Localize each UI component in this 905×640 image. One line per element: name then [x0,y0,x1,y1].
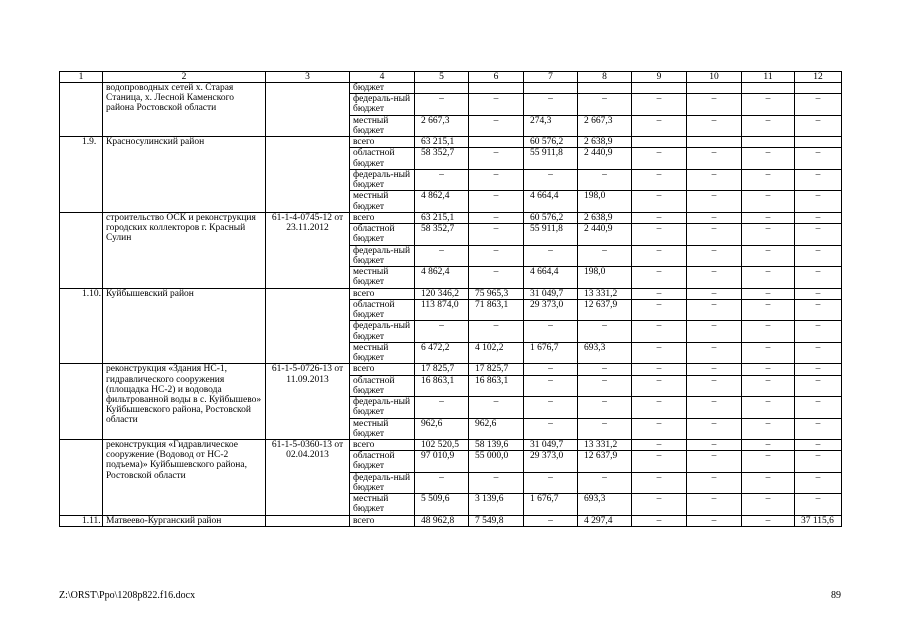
row-number: 1.10. [60,288,103,364]
amount-cell: 274,3 [524,115,578,137]
amount-cell: – [415,245,469,267]
amount-cell: 7 549,8 [469,515,524,526]
funding-source: всего [350,440,415,451]
amount-cell: – [469,245,524,267]
funding-source: всего [350,212,415,223]
expertise-reference [266,515,350,526]
funding-source: федераль-ный бюджет [350,321,415,343]
amount-cell: 75 965,3 [469,288,524,299]
amount-cell: – [632,115,687,137]
column-header: 10 [687,72,742,83]
amount-cell [632,83,687,94]
amount-cell: – [578,397,632,419]
amount-cell: 4 297,4 [578,515,632,526]
amount-cell: – [742,418,795,440]
amount-cell: – [795,191,842,213]
table-row [60,515,842,526]
amount-cell: – [524,245,578,267]
funding-source: областной бюджет [350,148,415,170]
funding-source: федераль-ный бюджет [350,245,415,267]
amount-cell: 962,6 [469,418,524,440]
column-header: 1 [60,72,103,83]
amount-cell: – [632,451,687,473]
funding-source: местный бюджет [350,115,415,137]
column-header: 11 [742,72,795,83]
expertise-reference [266,83,350,137]
amount-cell: 29 373,0 [524,299,578,321]
amount-cell: 4 664,4 [524,191,578,213]
table-row [60,137,842,148]
amount-cell: – [524,364,578,375]
amount-cell [578,83,632,94]
amount-cell: 198,0 [578,191,632,213]
amount-cell: 37 115,6 [795,515,842,526]
amount-cell: – [524,472,578,494]
amount-cell: – [687,267,742,289]
amount-cell: – [795,472,842,494]
amount-cell: – [795,494,842,516]
amount-cell: 63 215,1 [415,212,469,223]
amount-cell: – [795,245,842,267]
amount-cell: – [578,321,632,343]
amount-cell: – [632,418,687,440]
funding-source: местный бюджет [350,191,415,213]
amount-cell: – [415,472,469,494]
amount-cell: 55 000,0 [469,451,524,473]
funding-source: федераль-ный бюджет [350,169,415,191]
amount-cell: 16 863,1 [415,375,469,397]
amount-cell: 2 638,9 [578,212,632,223]
amount-cell [795,137,842,148]
amount-cell: – [632,515,687,526]
amount-cell: 13 331,2 [578,288,632,299]
amount-cell: – [687,440,742,451]
amount-cell: 2 667,3 [415,115,469,137]
amount-cell: – [742,94,795,116]
amount-cell: – [742,472,795,494]
amount-cell: 12 637,9 [578,299,632,321]
amount-cell: – [687,494,742,516]
funding-source: местный бюджет [350,267,415,289]
amount-cell: – [795,299,842,321]
funding-source: областной бюджет [350,375,415,397]
amount-cell: – [632,342,687,364]
amount-cell: – [742,212,795,223]
amount-cell: – [742,288,795,299]
amount-cell: – [632,224,687,246]
object-name: водопроводных сетей х. Старая Станица, х. Лесной Каменского района Ростовской области [103,83,266,137]
amount-cell: – [578,364,632,375]
amount-cell: 31 049,7 [524,440,578,451]
amount-cell: – [632,321,687,343]
amount-cell: – [632,288,687,299]
amount-cell: – [687,224,742,246]
amount-cell: 693,3 [578,494,632,516]
amount-cell: – [687,342,742,364]
funding-source: федераль-ный бюджет [350,397,415,419]
amount-cell: – [578,418,632,440]
column-header: 4 [350,72,415,83]
amount-cell: – [469,94,524,116]
amount-cell: – [742,375,795,397]
column-header: 6 [469,72,524,83]
amount-cell: – [524,321,578,343]
amount-cell: – [742,342,795,364]
table-row [60,364,842,375]
object-name: строительство ОСК и реконструкция городских коллекторов г. Красный Сулин [103,212,266,288]
amount-cell: – [632,299,687,321]
amount-cell: – [469,397,524,419]
amount-cell: 48 962,8 [415,515,469,526]
amount-cell: 16 863,1 [469,375,524,397]
amount-cell: 1 676,7 [524,342,578,364]
amount-cell: – [632,169,687,191]
amount-cell: – [524,418,578,440]
amount-cell: – [795,169,842,191]
amount-cell: – [524,94,578,116]
amount-cell: – [469,115,524,137]
amount-cell: – [742,148,795,170]
amount-cell: – [795,148,842,170]
amount-cell: – [632,191,687,213]
amount-cell: 4 664,4 [524,267,578,289]
amount-cell: – [632,472,687,494]
object-name: Матвеево-Курганский район [103,515,266,526]
amount-cell: 4 862,4 [415,191,469,213]
amount-cell: 2 667,3 [578,115,632,137]
amount-cell: – [415,94,469,116]
amount-cell: 17 825,7 [469,364,524,375]
amount-cell: – [578,375,632,397]
expertise-reference [266,288,350,364]
funding-source: местный бюджет [350,494,415,516]
column-header: 2 [103,72,266,83]
amount-cell [742,83,795,94]
amount-cell: – [632,375,687,397]
amount-cell: – [795,364,842,375]
object-name: Куйбышевский район [103,288,266,364]
page-number: 89 [831,590,841,601]
amount-cell: – [415,397,469,419]
amount-cell: 12 637,9 [578,451,632,473]
amount-cell: – [742,224,795,246]
amount-cell: – [578,169,632,191]
amount-cell: 962,6 [415,418,469,440]
funding-source: местный бюджет [350,418,415,440]
amount-cell: – [578,245,632,267]
amount-cell [795,83,842,94]
amount-cell: – [742,267,795,289]
amount-cell: – [795,342,842,364]
amount-cell: 13 331,2 [578,440,632,451]
amount-cell: 2 440,9 [578,224,632,246]
amount-cell: 3 139,6 [469,494,524,516]
amount-cell: – [524,397,578,419]
column-header: 9 [632,72,687,83]
amount-cell: – [469,191,524,213]
amount-cell: – [632,494,687,516]
column-header: 12 [795,72,842,83]
amount-cell: – [795,397,842,419]
amount-cell: – [795,440,842,451]
row-number [60,364,103,440]
table-row [60,83,842,94]
amount-cell [469,83,524,94]
amount-cell: – [578,472,632,494]
amount-cell: – [687,169,742,191]
amount-cell: 58 139,6 [469,440,524,451]
amount-cell: – [687,375,742,397]
amount-cell: – [469,472,524,494]
amount-cell: 120 346,2 [415,288,469,299]
amount-cell: – [687,245,742,267]
amount-cell: 60 576,2 [524,212,578,223]
amount-cell: 198,0 [578,267,632,289]
amount-cell: 2 440,9 [578,148,632,170]
amount-cell: 4 862,4 [415,267,469,289]
amount-cell: – [578,94,632,116]
amount-cell: – [795,94,842,116]
funding-source: местный бюджет [350,342,415,364]
amount-cell: – [687,299,742,321]
amount-cell: 97 010,9 [415,451,469,473]
amount-cell: – [742,115,795,137]
amount-cell: – [742,494,795,516]
budget-table [59,71,842,527]
amount-cell: – [524,515,578,526]
amount-cell: 17 825,7 [415,364,469,375]
funding-source: федераль-ный бюджет [350,472,415,494]
amount-cell: – [687,451,742,473]
amount-cell: – [415,321,469,343]
amount-cell: 63 215,1 [415,137,469,148]
amount-cell: – [687,472,742,494]
amount-cell: – [632,94,687,116]
expertise-reference: 61-1-5-0726-13 от 11.09.2013 [266,364,350,440]
funding-source: бюджет [350,83,415,94]
amount-cell: – [795,288,842,299]
footer-file-path: Z:\ORST\Ppo\1208p822.f16.docx [59,590,196,601]
amount-cell: – [687,321,742,343]
row-number [60,212,103,288]
amount-cell: – [742,515,795,526]
amount-cell: – [415,169,469,191]
amount-cell: 113 874,0 [415,299,469,321]
expertise-reference: 61-1-5-0360-13 от 02.04.2013 [266,440,350,516]
amount-cell: – [632,267,687,289]
amount-cell: – [687,94,742,116]
amount-cell: – [687,191,742,213]
amount-cell: – [632,440,687,451]
amount-cell: 60 576,2 [524,137,578,148]
row-number: 1.9. [60,137,103,213]
column-header: 3 [266,72,350,83]
amount-cell: 4 102,2 [469,342,524,364]
amount-cell: – [795,321,842,343]
amount-cell: – [524,169,578,191]
amount-cell: 1 676,7 [524,494,578,516]
amount-cell: 58 352,7 [415,148,469,170]
column-header: 7 [524,72,578,83]
object-name: реконструкция «Здания НС-1, гидравлического сооружения (площадка НС-2) и водовода фильтрованной воды в с. Куйбышево» Куйбышевского района, Ростовской области [103,364,266,440]
amount-cell: – [687,364,742,375]
funding-source: федераль-ный бюджет [350,94,415,116]
amount-cell: – [742,364,795,375]
funding-source: областной бюджет [350,299,415,321]
amount-cell [632,137,687,148]
amount-cell: – [687,212,742,223]
amount-cell: – [687,288,742,299]
amount-cell: – [795,267,842,289]
amount-cell: 5 509,6 [415,494,469,516]
amount-cell: – [742,191,795,213]
funding-source: всего [350,288,415,299]
amount-cell [415,83,469,94]
funding-source: всего [350,364,415,375]
amount-cell: – [795,375,842,397]
amount-cell: – [742,169,795,191]
funding-source: областной бюджет [350,224,415,246]
expertise-reference [266,137,350,213]
amount-cell [687,83,742,94]
amount-cell: – [632,212,687,223]
amount-cell: – [742,451,795,473]
row-number [60,440,103,516]
amount-cell: – [742,245,795,267]
amount-cell: 29 373,0 [524,451,578,473]
amount-cell: – [469,169,524,191]
amount-cell: – [687,148,742,170]
amount-cell [524,83,578,94]
amount-cell: – [469,267,524,289]
amount-cell: 6 472,2 [415,342,469,364]
amount-cell: – [632,364,687,375]
amount-cell: 58 352,7 [415,224,469,246]
object-name: реконструкция «Гидравлическое сооружение (Водовод от НС-2 подъема)» Куйбышевского района, Ростовской области [103,440,266,516]
amount-cell: 102 520,5 [415,440,469,451]
amount-cell: – [795,115,842,137]
amount-cell: – [742,299,795,321]
amount-cell: – [524,375,578,397]
amount-cell: – [469,224,524,246]
amount-cell: – [742,321,795,343]
amount-cell: – [632,245,687,267]
amount-cell: 55 911,8 [524,148,578,170]
amount-cell: – [687,115,742,137]
amount-cell: – [687,515,742,526]
amount-cell: – [687,418,742,440]
amount-cell: – [742,397,795,419]
object-name: Красносулинский район [103,137,266,213]
amount-cell: 71 863,1 [469,299,524,321]
amount-cell: 55 911,8 [524,224,578,246]
amount-cell: – [469,148,524,170]
table-header-row [60,72,842,83]
funding-source: всего [350,515,415,526]
expertise-reference: 61-1-4-0745-12 от 23.11.2012 [266,212,350,288]
table-row [60,288,842,299]
amount-cell: – [632,397,687,419]
amount-cell: – [742,440,795,451]
amount-cell: 693,3 [578,342,632,364]
row-number: 1.11. [60,515,103,526]
amount-cell: – [687,397,742,419]
amount-cell: – [795,418,842,440]
amount-cell: – [469,321,524,343]
amount-cell: 2 638,9 [578,137,632,148]
amount-cell [469,137,524,148]
row-number [60,83,103,137]
funding-source: областной бюджет [350,451,415,473]
amount-cell: – [469,212,524,223]
amount-cell [742,137,795,148]
column-header: 5 [415,72,469,83]
amount-cell: – [632,148,687,170]
amount-cell: – [795,451,842,473]
column-header: 8 [578,72,632,83]
amount-cell: – [795,212,842,223]
table-row [60,212,842,223]
amount-cell: – [795,224,842,246]
amount-cell: 31 049,7 [524,288,578,299]
funding-source: всего [350,137,415,148]
amount-cell [687,137,742,148]
table-row [60,440,842,451]
